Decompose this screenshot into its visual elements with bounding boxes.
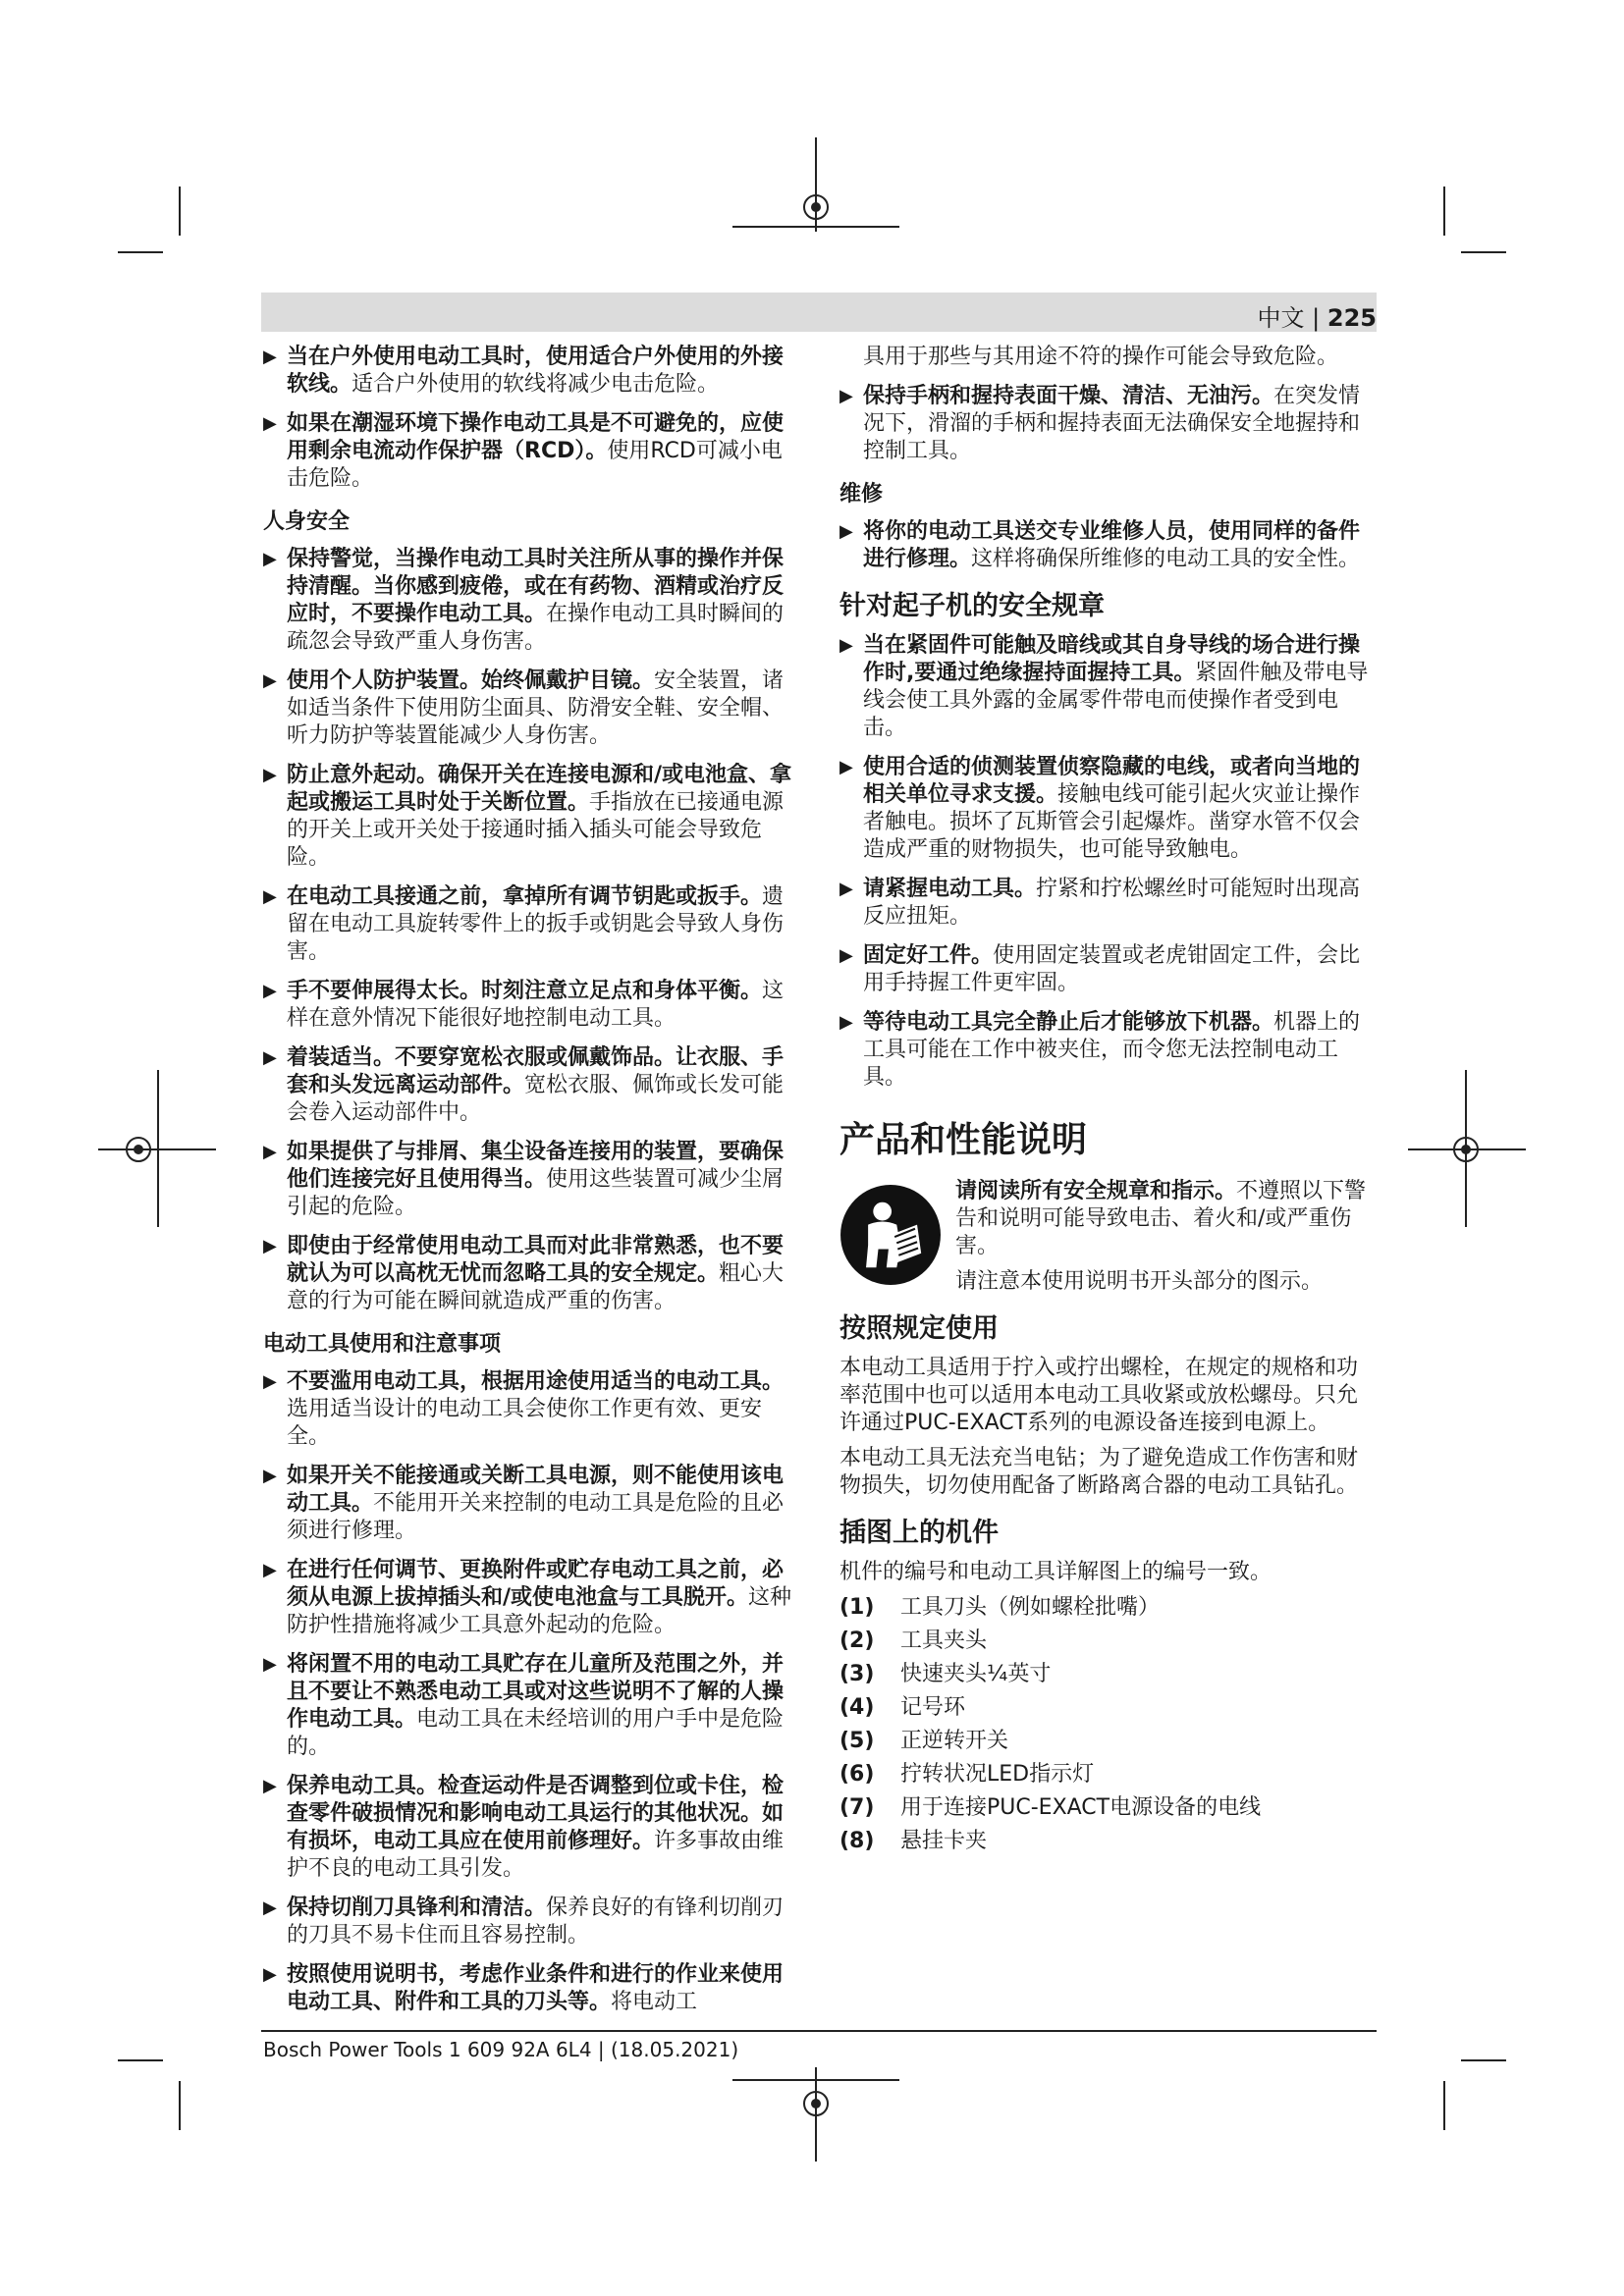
bullet-text: 适合户外使用的软线将减少电击危险。 xyxy=(352,372,720,397)
component-label: 正逆转开关 xyxy=(900,1729,1009,1753)
triangle-right-icon: ▶ xyxy=(263,1371,277,1392)
triangle-right-icon: ▶ xyxy=(263,549,277,569)
section-heading: 按照规定使用 xyxy=(839,1313,999,1344)
notice-body: 不遵照以下警告和说明可能导致电击、着火和/或严重伤害。 xyxy=(955,1179,1367,1258)
section-heading: 针对起子机的安全规章 xyxy=(839,591,1105,621)
page-number: 225 xyxy=(1326,304,1377,332)
bullet-text: 这样在意外情况下能很好地控制电动工具。 xyxy=(287,979,785,1031)
bullet-text: 这样将确保所维修的电动工具的安全性。 xyxy=(971,547,1361,571)
crop-mark xyxy=(1443,2081,1445,2130)
list-item xyxy=(263,883,793,966)
bullet-lead: 如果提供了与排屑、集尘设备连接用的装置，要确保他们连接完好且使用得当。 xyxy=(287,1140,785,1192)
component-item xyxy=(839,1828,1375,1855)
paragraph: 本电动工具适用于拧入或拧出螺栓，在规定的规格和功率范围中也可以适用本电动工具收紧或放松螺母。只允许通过PUC-EXACT系列的电源设备连接到电源上。 xyxy=(839,1356,1359,1435)
component-item xyxy=(839,1694,1375,1722)
list-item xyxy=(839,383,1375,465)
triangle-right-icon: ▶ xyxy=(263,1654,277,1675)
triangle-right-icon: ▶ xyxy=(263,1047,277,1068)
list-item xyxy=(263,1233,793,1315)
component-number: (8) xyxy=(839,1829,875,1853)
bullet-lead: 如果开关不能接通或关断工具电源，则不能使用该电动工具。 xyxy=(287,1464,785,1516)
list-item xyxy=(263,1557,793,1639)
crop-mark xyxy=(118,2059,163,2061)
paragraph: 机件的编号和电动工具详解图上的编号一致。 xyxy=(839,1560,1272,1584)
component-number: (1) xyxy=(839,1595,875,1620)
language-label: 中文 xyxy=(1257,304,1305,332)
triangle-right-icon: ▶ xyxy=(839,945,853,966)
component-number: (5) xyxy=(839,1729,875,1753)
bullet-lead: 使用个人防护装置。始终佩戴护目镜。 xyxy=(287,668,655,693)
crop-mark xyxy=(1461,2059,1506,2061)
component-item xyxy=(839,1794,1375,1822)
bullet-lead: 手不要伸展得太长。时刻注意立足点和身体平衡。 xyxy=(287,979,763,1003)
page-label xyxy=(1258,298,1377,333)
list-item xyxy=(839,632,1375,742)
component-label: 快速夹头¼英寸 xyxy=(900,1662,1052,1686)
component-item xyxy=(839,1594,1375,1622)
list-item xyxy=(263,546,793,656)
component-label: 记号环 xyxy=(900,1695,966,1720)
component-item xyxy=(839,1728,1375,1755)
triangle-right-icon: ▶ xyxy=(263,981,277,1001)
list-item xyxy=(263,344,793,399)
crop-mark xyxy=(98,1148,216,1150)
bullet-lead: 保持手柄和握持表面干燥、清洁、无油污。 xyxy=(863,384,1274,408)
right-column xyxy=(839,344,1375,1861)
bullet-lead: 将你的电动工具送交专业维修人员，使用同样的备件进行修理。 xyxy=(863,519,1361,571)
bullet-text: 手指放在已接通电源的开关上或开关处于接通时插入插头可能会导致危险。 xyxy=(287,790,785,870)
component-number: (7) xyxy=(839,1795,875,1820)
component-label: 工具刀头（例如螺栓批嘴） xyxy=(900,1595,1161,1620)
bullet-lead: 保持切削刀具锋利和清洁。 xyxy=(287,1896,547,1920)
registration-mark-icon xyxy=(1453,1137,1479,1162)
component-item xyxy=(839,1628,1375,1655)
paragraph: 本电动工具无法充当电钻；为了避免造成工作伤害和财物损失，切勿使用配备了断路离合器的电动工具钻孔。 xyxy=(839,1446,1359,1498)
list-item xyxy=(839,518,1375,573)
registration-mark-icon xyxy=(126,1137,151,1162)
component-label: 悬挂卡夹 xyxy=(900,1829,988,1853)
component-number: (6) xyxy=(839,1762,875,1787)
section-heading: 维修 xyxy=(839,482,884,507)
component-item xyxy=(839,1661,1375,1688)
list-item xyxy=(263,410,793,493)
bullet-lead: 在电动工具接通之前，拿掉所有调节钥匙或扳手。 xyxy=(287,884,763,909)
list-item xyxy=(839,1009,1375,1092)
crop-mark xyxy=(732,2079,899,2081)
crop-mark xyxy=(1461,251,1506,253)
list-item xyxy=(839,754,1375,864)
bullet-text: 使用固定装置或老虎钳固定工件，会比用手持握工件更牢固。 xyxy=(863,943,1361,995)
component-label: 用于连接PUC-EXACT电源设备的电线 xyxy=(900,1795,1262,1820)
bullet-text: 粗心大意的行为可能在瞬间就造成严重的伤害。 xyxy=(287,1261,785,1313)
header-band xyxy=(261,293,1377,332)
bullet-text: 遗留在电动工具旋转零件上的扳手或钥匙会导致人身伤害。 xyxy=(287,884,785,964)
read-manual-icon xyxy=(839,1184,942,1286)
bullet-text: 机器上的工具可能在工作中被夹住，而令您无法控制电动工具。 xyxy=(863,1010,1361,1090)
triangle-right-icon: ▶ xyxy=(263,1776,277,1796)
bullet-lead: 当在紧固件可能触及暗线或其自身导线的场合进行操作时,要通过绝缘握持面握持工具。 xyxy=(863,633,1361,685)
triangle-right-icon: ▶ xyxy=(839,879,853,899)
bullet-lead: 保养电动工具。检查运动件是否调整到位或卡住，检查零件破损情况和影响电动工具运行的其他状况。如有损坏，电动工具应在使用前修理好。 xyxy=(287,1774,785,1853)
registration-mark-icon xyxy=(803,2091,829,2116)
section-heading: 人身安全 xyxy=(263,509,351,534)
bullet-text: 宽松衣服、佩饰或长发可能会卷入运动部件中。 xyxy=(287,1073,785,1125)
footer-text: Bosch Power Tools 1 609 92A 6L4 | (18.05.2021) xyxy=(263,2038,739,2061)
triangle-right-icon: ▶ xyxy=(263,1142,277,1162)
list-item xyxy=(839,942,1375,997)
bullet-lead: 如果在潮湿环境下操作电动工具是不可避免的，应使用剩余电流动作保护器（RCD）。 xyxy=(287,411,785,463)
triangle-right-icon: ▶ xyxy=(839,635,853,656)
triangle-right-icon: ▶ xyxy=(263,765,277,785)
triangle-right-icon: ▶ xyxy=(263,413,277,434)
component-label: 工具夹头 xyxy=(900,1629,988,1653)
list-item xyxy=(263,978,793,1033)
triangle-right-icon: ▶ xyxy=(263,670,277,691)
triangle-right-icon: ▶ xyxy=(263,1466,277,1486)
list-item xyxy=(263,1139,793,1221)
section-heading: 插图上的机件 xyxy=(839,1518,999,1548)
triangle-right-icon: ▶ xyxy=(263,1897,277,1918)
crop-mark xyxy=(118,251,163,253)
bullet-lead: 即使由于经常使用电动工具而对此非常熟悉，也不要就认为可以高枕无忧而忽略工具的安全规定。 xyxy=(287,1234,785,1286)
component-label: 拧转状况LED指示灯 xyxy=(900,1762,1095,1787)
notice-text xyxy=(955,1178,1375,1260)
bullet-lead: 等待电动工具完全静止后才能够放下机器。 xyxy=(863,1010,1274,1035)
bullet-lead: 着装适当。不要穿宽松衣服或佩戴饰品。让衣服、手套和头发远离运动部件。 xyxy=(287,1045,785,1097)
bullet-lead: 将闲置不用的电动工具贮存在儿童所及范围之外，并且不要让不熟悉电动工具或对这些说明不了解的人操作电动工具。 xyxy=(287,1652,785,1732)
component-number: (4) xyxy=(839,1695,875,1720)
bullet-text: 许多事故由维护不良的电动工具引发。 xyxy=(287,1829,785,1881)
bullet-text: 电动工具在未经培训的用户手中是危险的。 xyxy=(287,1707,785,1759)
list-item xyxy=(263,1651,793,1761)
list-item xyxy=(263,1368,793,1451)
bullet-lead: 不要滥用电动工具，根据用途使用适当的电动工具。 xyxy=(287,1369,785,1394)
crop-mark xyxy=(179,2081,181,2130)
list-item xyxy=(263,1961,793,2016)
left-column xyxy=(263,344,793,2028)
list-item xyxy=(263,1463,793,1545)
triangle-right-icon: ▶ xyxy=(839,386,853,406)
list-item xyxy=(263,667,793,750)
bullet-text: 紧固件触及带电导线会使工具外露的金属零件带电而使操作者受到电击。 xyxy=(863,661,1369,740)
bullet-text: 拧紧和拧松螺丝时可能短时出现高反应扭矩。 xyxy=(863,877,1361,929)
triangle-right-icon: ▶ xyxy=(263,1964,277,1985)
bullet-lead: 按照使用说明书，考虑作业条件和进行的作业来使用电动工具、附件和工具的刀头等。 xyxy=(287,1962,785,2014)
bullet-lead: 使用合适的侦测装置侦察隐藏的电线，或者向当地的相关单位寻求支援。 xyxy=(863,755,1361,807)
crop-mark xyxy=(179,187,181,236)
separator: | xyxy=(1304,304,1327,332)
bullet-lead: 在进行任何调节、更换附件或贮存电动工具之前，必须从电源上拔掉插头和/或使电池盒与工具脱开。 xyxy=(287,1558,785,1610)
bullet-lead: 请紧握电动工具。 xyxy=(863,877,1037,901)
triangle-right-icon: ▶ xyxy=(263,1560,277,1580)
component-number: (3) xyxy=(839,1662,875,1686)
bullet-text: 选用适当设计的电动工具会使你工作更有效、更安全。 xyxy=(287,1397,763,1449)
safety-notice xyxy=(839,1178,1375,1296)
bullet-text: 接触电线可能引起火灾並让操作者触电。损坏了瓦斯管会引起爆炸。凿穿水管不仅会造成严重的财物损失，也可能导致触电。 xyxy=(863,782,1361,862)
triangle-right-icon: ▶ xyxy=(839,521,853,542)
component-item xyxy=(839,1761,1375,1789)
bullet-text: 这种防护性措施将减少工具意外起动的危险。 xyxy=(287,1585,792,1637)
list-item xyxy=(263,1895,793,1949)
registration-mark-icon xyxy=(803,194,829,220)
bullet-text: 使用RCD可减小电击危险。 xyxy=(287,439,783,491)
bullet-text: 不能用开关来控制的电动工具是危险的且必须进行修理。 xyxy=(287,1491,785,1543)
notice-lead: 请阅读所有安全规章和指示。 xyxy=(955,1179,1237,1203)
list-item xyxy=(263,1773,793,1883)
bullet-lead: 保持警觉，当操作电动工具时关注所从事的操作并保持清醒。当你感到疲倦，或在有药物、酒精或治疗反应时，不要操作电动工具。 xyxy=(287,547,785,626)
footer-rule xyxy=(261,2030,1377,2032)
list-item xyxy=(263,762,793,872)
bullet-text: 将电动工 xyxy=(611,1990,698,2014)
triangle-right-icon: ▶ xyxy=(839,1012,853,1033)
bullet-text: 在突发情况下，滑溜的手柄和握持表面无法确保安全地握持和控制工具。 xyxy=(863,384,1361,463)
triangle-right-icon: ▶ xyxy=(263,886,277,907)
bullet-lead: 当在户外使用电动工具时，使用适合户外使用的外接软线。 xyxy=(287,345,785,397)
list-item xyxy=(263,1044,793,1127)
chapter-heading: 产品和性能说明 xyxy=(839,1120,1088,1160)
component-number: (2) xyxy=(839,1629,875,1653)
bullet-text: 安全装置，诸如适当条件下使用防尘面具、防滑安全鞋、安全帽、听力防护等装置能减少人身伤害。 xyxy=(287,668,785,748)
list-item xyxy=(839,876,1375,931)
bullet-text: 保养良好的有锋利切削刃的刀具不易卡住而且容易控制。 xyxy=(287,1896,785,1948)
continued-text: 具用于那些与其用途不符的操作可能会导致危险。 xyxy=(863,345,1339,369)
bullet-text: 在操作电动工具时瞬间的疏忽会导致严重人身伤害。 xyxy=(287,602,785,654)
triangle-right-icon: ▶ xyxy=(263,347,277,367)
section-heading: 电动工具使用和注意事项 xyxy=(263,1332,502,1357)
triangle-right-icon: ▶ xyxy=(839,757,853,777)
crop-mark xyxy=(1443,187,1445,236)
triangle-right-icon: ▶ xyxy=(263,1236,277,1256)
bullet-lead: 固定好工件。 xyxy=(863,943,994,968)
bullet-lead: 防止意外起动。确保开关在连接电源和/或电池盒、拿起或搬运工具时处于关断位置。 xyxy=(287,763,792,815)
bullet-text: 使用这些装置可减少尘屑引起的危险。 xyxy=(287,1167,785,1219)
crop-mark xyxy=(732,226,899,228)
notice-note: 请注意本使用说明书开头部分的图示。 xyxy=(955,1269,1324,1294)
